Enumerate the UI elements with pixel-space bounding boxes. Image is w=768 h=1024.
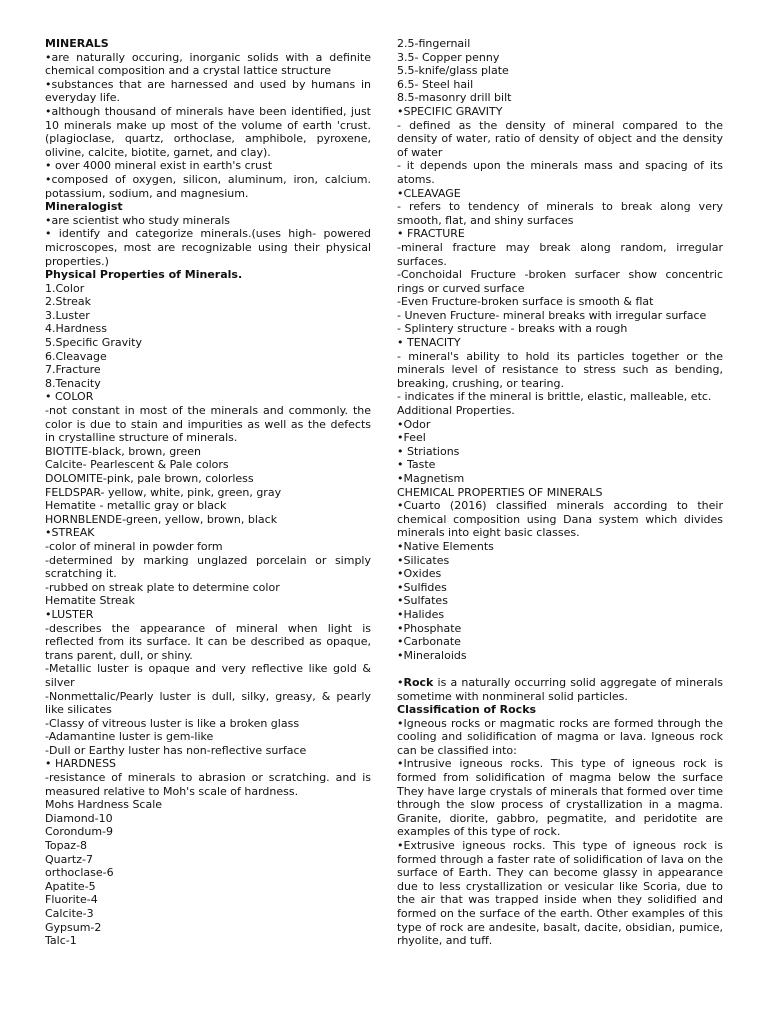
luster-metallic: -Metallic luster is opaque and very reflective like gold & silver [45, 662, 371, 689]
cleavage-definition: - refers to tendency of minerals to break along very smooth, flat, and shiny surfaces [397, 200, 723, 227]
fracture-uneven: - Uneven Fructure- mineral breaks with irregular surface [397, 308, 707, 322]
list-item: 1.Color [45, 281, 85, 295]
list-item: •Phosphate [397, 621, 462, 635]
mineral-classes-list [397, 540, 723, 662]
list-item: •Halides [397, 607, 445, 621]
specific-gravity-dependency: - it depends upon the minerals mass and spacing of its atoms. [397, 159, 723, 186]
list-item: Topaz-8 [45, 839, 88, 853]
luster-vitreous: -Classy of vitreous luster is like a broken glass [45, 716, 300, 730]
physical-properties-list [45, 282, 371, 391]
rock-term: Rock [403, 675, 434, 689]
fracture-definition: -mineral fracture may break along random, irregular surfaces. [397, 240, 723, 268]
left-column [45, 37, 371, 948]
tenacity-indication: - indicates if the mineral is brittle, elastic, malleable, etc. [397, 390, 712, 404]
list-item: 2.Streak [45, 295, 91, 309]
list-item: DOLOMITE-pink, pale brown, colorless [45, 472, 254, 485]
streak-heading: •STREAK [45, 526, 95, 540]
list-item: 5.Specific Gravity [45, 336, 142, 350]
list-item: 2.5-fingernail [397, 37, 471, 50]
intrusive-description: •Intrusive igneous rocks. This type of igneous rock is formed from solidification of magma below the surface They have large crystals of minerals that formed over time through the slow process of crystallization in a magma. Granite, diorite, gabbro, pegmatite, and peridotite are examples of this type of rock. [397, 757, 723, 839]
fracture-splintery: - Splintery structure - breaks with a rough [397, 322, 628, 336]
list-item: •Silicates [397, 553, 450, 567]
rock-definition-text: is a naturally occurring solid aggregate of minerals sometime with nonmineral solid particles. [397, 675, 723, 703]
specific-gravity-heading: •SPECIFIC GRAVITY [397, 104, 503, 118]
additional-properties-list [397, 418, 723, 486]
list-item: •Oxides [397, 567, 442, 581]
list-item: 3.Luster [45, 308, 90, 322]
list-item: 6.5- Steel hail [397, 77, 474, 91]
list-item: •Magnetism [397, 472, 465, 485]
streak-example: Hematite Streak [45, 594, 135, 608]
list-item: •Feel [397, 431, 426, 445]
streak-method: -determined by marking unglazed porcelain or simply scratching it. [45, 553, 371, 581]
list-item: 8.5-masonry drill bilt [397, 91, 512, 105]
streak-definition: -color of mineral in powder form [45, 539, 223, 553]
spacer [397, 662, 723, 676]
minerals-count: • over 4000 mineral exist in earth's crust [45, 159, 273, 173]
hardness-heading: • HARDNESS [45, 757, 117, 771]
list-item: • Taste [397, 458, 436, 472]
list-item: Corondum-9 [45, 825, 114, 839]
luster-dull: -Dull or Earthy luster has non-reflective surface [45, 743, 307, 757]
streak-plate: -rubbed on streak plate to determine color [45, 580, 280, 594]
igneous-description: •Igneous rocks or magmatic rocks are formed through the cooling and solidification of magma or lava. Igneous rock can be classified into: [397, 716, 723, 757]
list-item: •Odor [397, 417, 431, 431]
luster-nonmetallic: -Nonmettalic/Pearly luster is dull, silky, greasy, & pearly like silicates [45, 689, 371, 717]
list-item: •Mineraloids [397, 648, 467, 662]
list-item: 5.5-knife/glass plate [397, 64, 509, 78]
mineralogist-definition: •are scientist who study minerals [45, 213, 231, 227]
minerals-crust-volume: •although thousand of minerals have been identified, just 10 minerals make up most of the volume of earth 'crust. (plagioclase, quartz, orthoclase, amphibole, pyroxene, olivine, calcite, biotite, garnet, and clay). [45, 104, 371, 159]
minerals-composition: •composed of oxygen, silicon, aluminum, iron, calcium. potassium, sodium, and magnesium. [45, 172, 371, 200]
list-item: Apatite-5 [45, 879, 96, 893]
color-examples-list [45, 445, 371, 527]
cleavage-heading: •CLEAVAGE [397, 186, 461, 200]
list-item: BIOTITE-black, brown, green [45, 444, 201, 458]
list-item: •Sulfides [397, 580, 447, 594]
tenacity-definition: - mineral's ability to hold its particles together or the minerals level of resistance to stress such as bending, breaking, crushing, or tearing. [397, 349, 723, 390]
luster-definition: -describes the appearance of mineral when light is reflected from its surface. It can be described as opaque, trans parent, dull, or shiny. [45, 621, 371, 662]
list-item: •Sulfates [397, 594, 448, 608]
list-item: 6.Cleavage [45, 349, 107, 363]
color-heading: • COLOR [45, 390, 94, 404]
minerals-definition: •are naturally occuring, inorganic solids with a definite chemical composition and a crystal lattice structure [45, 50, 371, 78]
list-item: HORNBLENDE-green, yellow, brown, black [45, 512, 278, 526]
list-item: orthoclase-6 [45, 866, 114, 880]
chemical-properties-heading: CHEMICAL PROPERTIES OF MINERALS [397, 485, 603, 499]
list-item: Diamond-10 [45, 811, 113, 825]
mohs-scale-list [45, 812, 371, 948]
minerals-heading: MINERALS [45, 37, 109, 50]
list-item: Hematite - metallic gray or black [45, 499, 227, 513]
list-item: Gypsum-2 [45, 920, 102, 934]
mineralogist-role: • identify and categorize minerals.(uses high- powered microscopes, most are recognizable using their physical properties.) [45, 227, 371, 268]
tenacity-heading: • TENACITY [397, 336, 461, 350]
list-item: 7.Fracture [45, 363, 101, 377]
additional-properties-heading: Additional Properties. [397, 404, 515, 418]
mineralogist-heading: Mineralogist [45, 200, 123, 214]
fracture-conchoidal: -Conchoidal Fructure -broken surfacer show concentric rings or curved surface [397, 268, 723, 295]
rock-classification-heading: Classification of Rocks [397, 703, 537, 717]
fracture-even: -Even Fructure-broken surface is smooth & flat [397, 295, 654, 309]
fracture-heading: • FRACTURE [397, 227, 465, 241]
specific-gravity-definition: - defined as the density of mineral compared to the density of water, ratio of density of object and the density of water [397, 118, 723, 159]
chemical-properties-description: •Cuarto (2016) classified minerals according to their chemical composition using Dana system which divides minerals into eight basic classes. [397, 499, 723, 540]
scratch-tools-list [397, 37, 723, 105]
list-item: 8.Tenacity [45, 376, 101, 390]
list-item: Talc-1 [45, 934, 77, 948]
list-item: FELDSPAR- yellow, white, pink, green, gray [45, 485, 282, 499]
luster-heading: •LUSTER [45, 607, 94, 621]
mohs-scale-heading: Mohs Hardness Scale [45, 798, 163, 812]
rock-definition [397, 676, 723, 703]
list-item: 3.5- Copper penny [397, 50, 500, 64]
physical-properties-heading: Physical Properties of Minerals. [45, 268, 243, 282]
list-item: Calcite- Pearlescent & Pale colors [45, 458, 229, 472]
list-item: •Carbonate [397, 635, 461, 649]
color-description: -not constant in most of the minerals and commonly. the color is due to stain and impurities as well as the defects in crystalline structure of minerals. [45, 404, 371, 445]
hardness-description: -resistance of minerals to abrasion or scratching. and is measured relative to Moh's scale of hardness. [45, 771, 371, 798]
minerals-usage: •substances that are harnessed and used by humans in everyday life. [45, 77, 371, 105]
list-item: •Native Elements [397, 539, 494, 553]
list-item: 4.Hardness [45, 322, 108, 336]
luster-adamantine: -Adamantine luster is gem-like [45, 730, 214, 744]
list-item: • Striations [397, 444, 460, 458]
list-item: Quartz-7 [45, 852, 93, 866]
extrusive-description: •Extrusive igneous rocks. This type of igneous rock is formed through a faster rate of solidification of lava on the surface of Earth. They can become glassy in appearance due to less crystallization or vesicular like Scoria, due to the air that was trapped inside when they solidified and formed on the surface of the earth. Other examples of this type of rock are andesite, basalt, dacite, obsidian, pumice, rhyolite, and tuff. [397, 839, 723, 948]
right-column [397, 37, 723, 948]
rock-bullet: • [397, 675, 404, 689]
list-item: Calcite-3 [45, 907, 94, 920]
list-item: Fluorite-4 [45, 893, 98, 907]
